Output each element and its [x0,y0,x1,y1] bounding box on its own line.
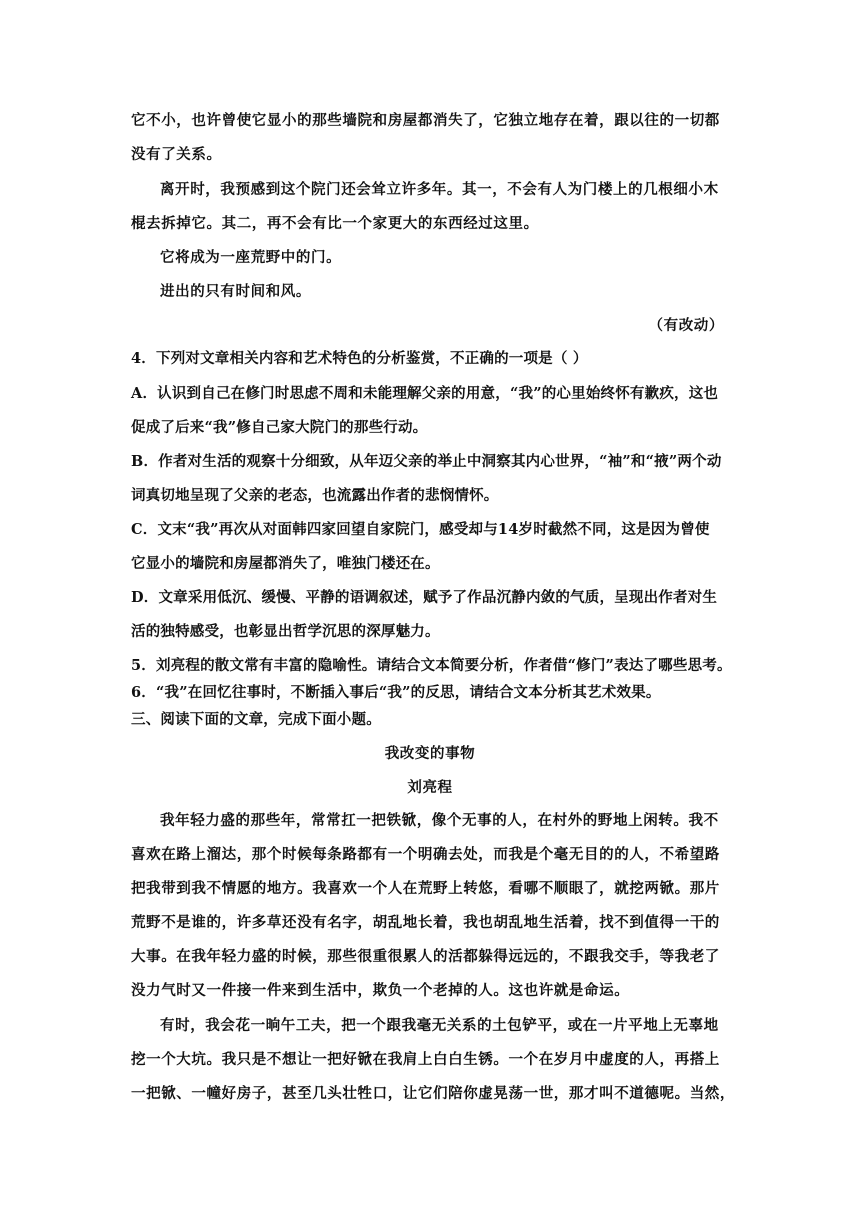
question-4-stem: 4．下列对文章相关内容和艺术特色的分析鉴赏，不正确的一项是（ ） [131,350,588,367]
question-4-option-d: 活的独特感受，也彰显出哲学沉思的深厚魅力。 [131,623,440,640]
article-paragraph-line: 一把锨、一幢好房子，甚至几头壮牲口，让它们陪你虚晃荡一世，那才叫不道德呢。当然， [131,1085,735,1102]
question-4-option-a: A．认识到自己在修门时思虑不周和未能理解父亲的用意，“我”的心里始终怀有歉疚，这也 [131,385,719,402]
article-paragraph-line: 大事。在我年轻力盛的时候，那些很重很累人的活都躲得远远的，不跟我交手，等我老了 [131,948,720,965]
section-3-heading: 三、阅读下面的文章，完成下面小题。 [131,711,381,728]
article-title: 我改变的事物 [384,745,476,762]
article-paragraph-line: 没力气时又一件接一件来到生活中，欺负一个老掉的人。这也许就是命运。 [131,982,630,999]
question-4-option-b: B．作者对生活的观察十分细致，从年迈父亲的举止中洞察其内心世界，“袖”和“掖”两个动 [131,453,722,470]
question-4-option-a: 促成了后来“我”修自己家大院门的那些行动。 [131,419,428,436]
passage-line: 它将成为一座荒野中的门。 [160,249,342,266]
article-paragraph-line: 有时，我会花一晌午工夫，把一个跟我毫无关系的土包铲平，或在一片平地上无辜地 [160,1017,719,1034]
article-paragraph-line: 我年轻力盛的那些年，常常扛一把铁锨，像个无事的人，在村外的野地上闲转。我不 [160,812,719,829]
article-paragraph-line: 喜欢在路上溜达，那个时候每条路都有一个明确去处，而我是个毫无目的的人，不希望路 [131,846,720,863]
question-6: 6．“我”在回忆往事时，不断插入事后“我”的反思，请结合文本分析其艺术效果。 [131,684,661,701]
article-paragraph-line: 荒野不是谁的，许多草还没有名字，胡乱地长着，我也胡乱地生活着，找不到值得一干的 [131,914,720,931]
passage-line: 它不小，也许曾使它显小的那些墙院和房屋都消失了，它独立地存在着，跟以往的一切都 [131,112,720,129]
adaptation-note: （有改动） [648,317,724,334]
passage-line: 没有了关系。 [131,146,222,163]
question-4-option-c: C．文末“我”再次从对面韩四家回望自家院门，感受却与14岁时截然不同，这是因为曾使 [131,521,710,538]
article-paragraph-line: 把我带到我不情愿的地方。我喜欢一个人在荒野上转悠，看哪不顺眼了，就挖两锨。那片 [131,880,720,897]
question-4-option-b: 词真切地呈现了父亲的老态，也流露出作者的悲悯情怀。 [131,487,499,504]
question-4-option-c: 它显小的墙院和房屋都消失了，唯独门楼还在。 [131,555,440,572]
question-4-option-d: D．文章采用低沉、缓慢、平静的语调叙述，赋予了作品沉静内敛的气质，呈现出作者对生 [131,589,718,606]
passage-line: 离开时，我预感到这个院门还会耸立许多年。其一，不会有人为门楼上的几根细小木 [160,181,719,198]
passage-line: 棍去拆掉它。其二，再不会有比一个家更大的东西经过这里。 [131,215,539,232]
article-author: 刘亮程 [407,779,453,796]
question-5: 5．刘亮程的散文常有丰富的隐喻性。请结合文本简要分析，作者借“修门”表达了哪些思考。 [131,657,732,674]
article-paragraph-line: 挖一个大坑。我只是不想让一把好锨在我肩上白白生锈。一个在岁月中虚度的人，再搭上 [131,1051,720,1068]
passage-line: 进出的只有时间和风。 [160,283,311,300]
